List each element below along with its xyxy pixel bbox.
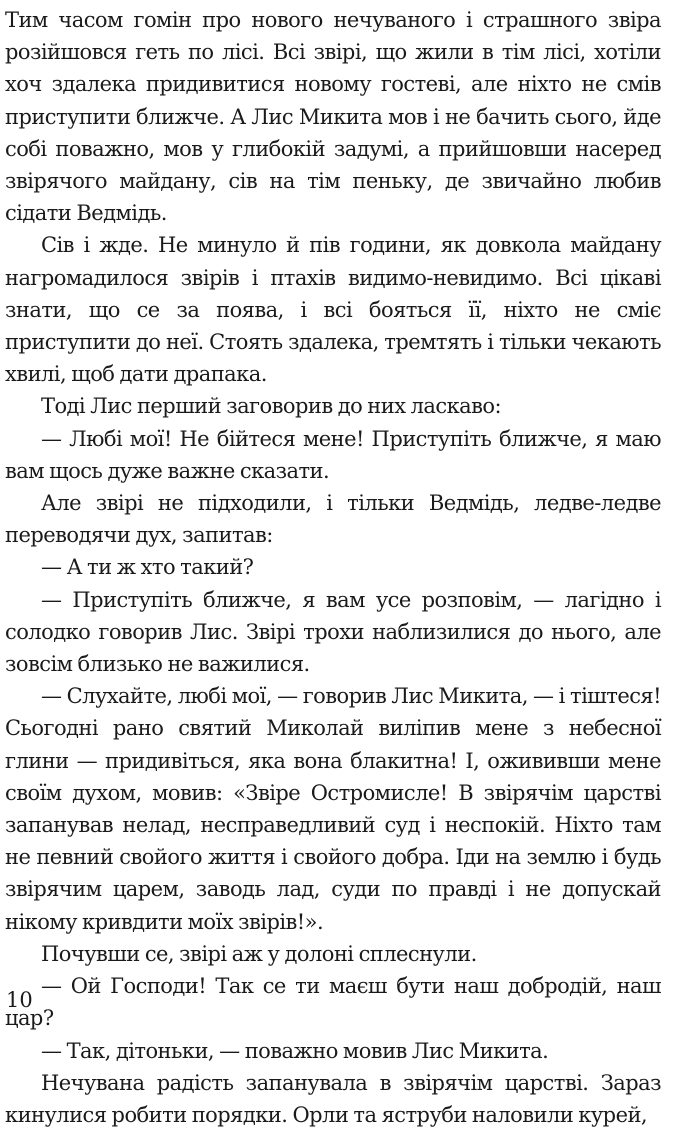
paragraph-5: Але звірі не підходили, і тільки Ведмідь, ледве-ледве переводячи дух, запитав: [5, 491, 661, 548]
paragraph-8: — Слухайте, любі мої, — говорив Лис Микита, — і тіштеся! Сьогодні рано святий Миколай виліпив мене з небесної глини — придивіться, яка вона блакитна! І, ожививши мене своїм духом, мовив: «Звіре Остромисле! В звірячім царстві запанував нелад, несправедливий суд і неспокій. Ніхто там не певний свойого життя і свойого добра. Іди на землю і будь звірячим царем, заводь лад, суди по правді і не допускай нікому кривдити моїх звірів!». [5, 684, 661, 934]
paragraph-12: Нечувана радість запанувала в звірячім царстві. Зараз кинулися робити порядки. Орли та яструби наловили курей, [5, 1070, 661, 1127]
paragraph-4: — Любі мої! Не бійтеся мене! Приступіть ближче, я маю вам щось дуже важне сказати. [5, 426, 661, 483]
paragraph-1: Тим часом гомін про нового нечуваного і страшного звіра розійшовся геть по лісі. Всі звірі, що жили в тім лісі, хотіли хоч здалека придивитися новому гостеві, але ніхто не смів приступити ближче. А Лис Микита мов і не бачить сього, йде собі поважно, мов у глибокій задумі, а прийшовши насеред звірячого майдану, сів на тім пеньку, де звичайно любив сідати Ведмідь. [5, 8, 661, 226]
paragraph-10: — Ой Господи! Так се ти маєш бути наш добродій, наш цар? [5, 974, 661, 1031]
paragraph-9: Почувши се, звірі аж у долоні сплеснули. [41, 941, 477, 966]
page-number: 10 [6, 988, 33, 1012]
paragraph-2: Сів і жде. Не минуло й пів години, як довкола майдану нагромадилося звірів і птахів видимо-невидимо. Всі цікаві знати, що се за поява, і всі бояться її, ніхто не сміє приступити до неї. Стоять здалека, тремтять і тільки чекають хвилі, щоб дати драпака. [5, 233, 661, 387]
paragraph-3: Тоді Лис перший заговорив до них ласкаво: [41, 394, 502, 419]
paragraph-6: — А ти ж хто такий? [41, 555, 254, 580]
paragraph-7: — Приступіть ближче, я вам усе розповім, — лагідно і солодко говорив Лис. Звірі трохи наблизилися до нього, але зовсім близько не важилися. [5, 587, 661, 677]
page-text [5, 4, 661, 1131]
paragraph-11: — Так, дітоньки, — поважно мовив Лис Микита. [41, 1038, 549, 1063]
